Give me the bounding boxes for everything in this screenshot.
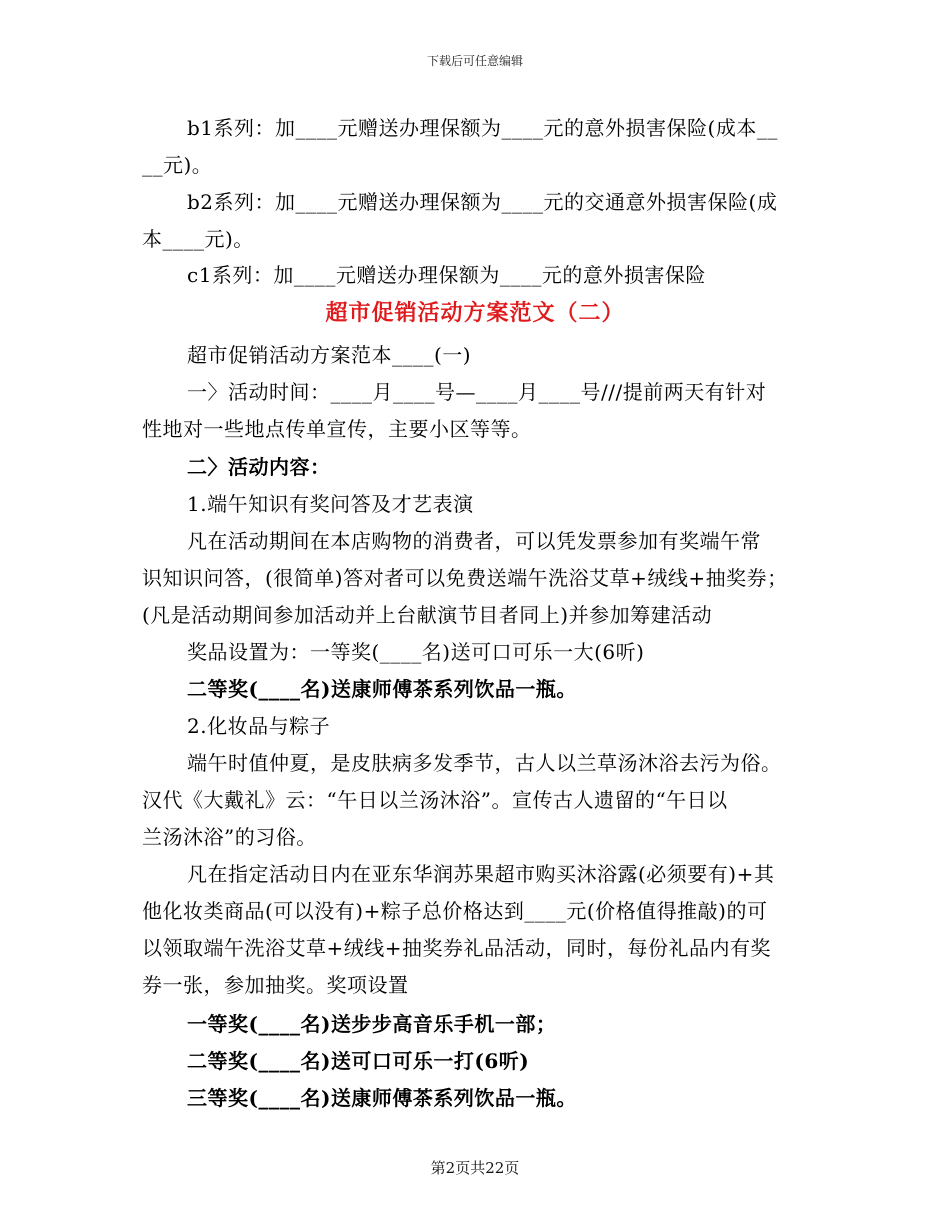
paragraph-line: 1.端午知识有奖问答及才艺表演 xyxy=(187,492,474,516)
paragraph-line: 券一张，参加抽奖。奖项设置 xyxy=(142,973,409,997)
prize-line: 二等奖(____名)送可口可乐一打(6听) xyxy=(187,1049,530,1073)
paragraph-line: 识知识问答，(很简单)答对者可以免费送端午洗浴艾草+绒线+抽奖券； xyxy=(142,566,788,590)
paragraph-line: 性地对一些地点传单宣传，主要小区等等。 xyxy=(142,417,532,441)
paragraph-line: 一〉活动时间：____月____号—____月____号///提前两天有针对 xyxy=(187,380,767,404)
paragraph-line: c1系列：加____元赠送办理保额为____元的意外损害保险 xyxy=(187,263,706,287)
paragraph-line: b1系列：加____元赠送办理保额为____元的意外损害保险(成本__ xyxy=(187,116,778,140)
paragraph-line: 端午时值仲夏，是皮肤病多发季节，古人以兰草汤沐浴去污为俗。 xyxy=(187,751,782,775)
paragraph-line: __元)。 xyxy=(142,153,213,177)
paragraph-line: 他化妆类商品(可以没有)+粽子总价格达到____元(价格值得推敲)的可 xyxy=(142,899,768,923)
paragraph-line: 2.化妆品与粽子 xyxy=(187,714,331,738)
paragraph-line: 汉代《大戴礼》云：“午日以兰汤沐浴”。宣传古人遗留的“午日以 xyxy=(142,788,728,812)
section-title: 超市促销活动方案范文（二） xyxy=(325,300,625,326)
paragraph-line: 本____元)。 xyxy=(142,227,254,251)
paragraph-line: 凡在活动期间在本店购物的消费者，可以凭发票参加有奖端午常 xyxy=(187,529,761,553)
section-heading: 二〉活动内容： xyxy=(187,455,331,479)
paragraph-line: b2系列：加____元赠送办理保额为____元的交通意外损害保险(成 xyxy=(187,190,778,214)
prize-line: 三等奖(____名)送康师傅茶系列饮品一瓶。 xyxy=(187,1086,577,1110)
paragraph-line: 奖品设置为：一等奖(____名)送可口可乐一大(6听) xyxy=(187,640,645,664)
prize-line: 一等奖(____名)送步步高音乐手机一部； xyxy=(187,1012,557,1036)
page-footer: 第2页共22页 xyxy=(430,1159,520,1177)
paragraph-line: 兰汤沐浴”的习俗。 xyxy=(142,825,317,849)
paragraph-line: (凡是活动期间参加活动并上台献演节目者同上)并参加筹建活动 xyxy=(142,603,713,627)
page-header: 下载后可任意编辑 xyxy=(426,54,523,68)
paragraph-line: 超市促销活动方案范本____(一) xyxy=(187,343,472,367)
paragraph-line: 以领取端午洗浴艾草+绒线+抽奖券礼品活动，同时，每份礼品内有奖 xyxy=(142,936,772,960)
paragraph-line: 凡在指定活动日内在亚东华润苏果超市购买沐浴露(必须要有)+其 xyxy=(187,862,775,886)
prize-line: 二等奖(____名)送康师傅茶系列饮品一瓶。 xyxy=(187,677,577,701)
